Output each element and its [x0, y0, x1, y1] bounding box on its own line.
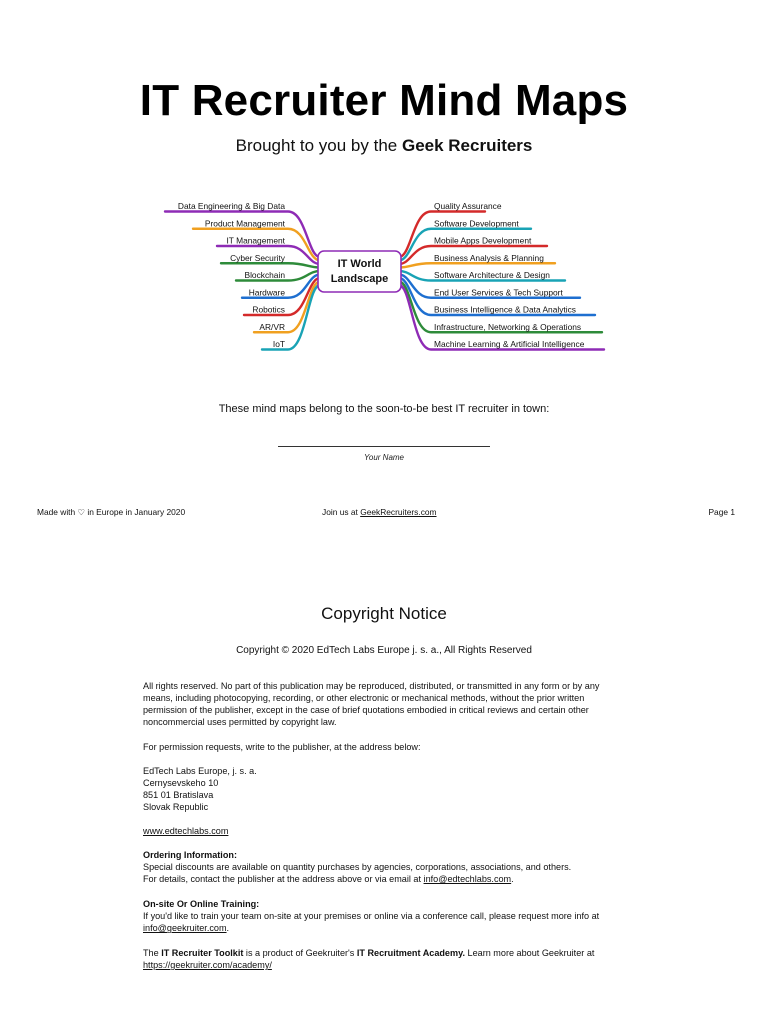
product-mid: is a product of Geekruiter's	[243, 948, 357, 958]
right-branch-label[interactable]: Software Development	[434, 218, 519, 229]
right-branch-label[interactable]: Business Analysis & Planning	[434, 252, 544, 263]
right-branch-label[interactable]: Machine Learning & Artificial Intelligence	[434, 339, 585, 349]
ordering-text2-suffix: .	[511, 874, 514, 885]
name-signature-line[interactable]	[278, 446, 490, 447]
website-row	[143, 825, 628, 837]
mind-map-svg	[0, 190, 768, 360]
left-branch-label[interactable]: IoT	[272, 339, 285, 349]
product-toolkit: IT Recruiter Toolkit	[161, 948, 244, 958]
page-title: IT Recruiter Mind Maps	[139, 76, 629, 125]
left-branch-label[interactable]: AR/VR	[259, 321, 285, 332]
academy-link[interactable]: https://geekruiter.com/academy/	[143, 960, 272, 971]
copyright-title: Copyright Notice	[321, 604, 447, 623]
ordering-text2-prefix: For details, contact the publisher at the address above or via email at	[143, 874, 424, 885]
subtitle-prefix: Brought to you by the	[235, 136, 402, 155]
left-branch-label[interactable]: Cyber Security	[230, 252, 285, 263]
mind-map-center-line2: Landscape	[330, 273, 389, 285]
address-line4: Slovak Republic	[143, 802, 209, 813]
ordering-section	[143, 849, 628, 885]
website-link[interactable]: www.edtechlabs.com	[143, 826, 229, 836]
left-branch-label[interactable]: Blockchain	[244, 270, 285, 280]
ordering-heading: Ordering Information:	[143, 850, 237, 860]
left-branch-label[interactable]: Robotics	[252, 304, 285, 315]
ordering-text1: Special discounts are available on quantity purchases by agencies, corporations, associations, and others.	[143, 862, 572, 873]
left-branch-line	[221, 263, 320, 267]
address-line3: 851 01 Bratislava	[143, 790, 214, 801]
ordering-text2	[143, 873, 628, 885]
right-branch-label[interactable]: Infrastructure, Networking & Operations	[434, 321, 582, 332]
training-section	[143, 898, 628, 934]
right-branch-label[interactable]: End User Services & Tech Support	[434, 287, 563, 298]
training-text-prefix: If you'd like to train your team on-site at your premises or online via a conference call, please request more info at	[143, 911, 600, 922]
training-heading: On-site Or Online Training:	[143, 899, 260, 909]
product-paragraph	[143, 947, 628, 971]
left-branch-label[interactable]: Data Engineering & Big Data	[177, 201, 285, 211]
left-branch-label[interactable]: Product Management	[204, 218, 285, 229]
left-branch-label[interactable]: Hardware	[248, 287, 285, 298]
footer-join-prefix: Join us at	[322, 507, 361, 517]
left-branch-label[interactable]: IT Management	[226, 235, 285, 246]
training-text	[143, 910, 628, 934]
footer-page-number: Page 1	[708, 507, 735, 517]
training-text-suffix: .	[226, 923, 230, 934]
permission-request: For permission requests, write to the publisher, at the address below:	[143, 742, 421, 752]
publisher-address	[143, 765, 628, 813]
subtitle-brand: Geek Recruiters	[401, 136, 533, 155]
address-line2: Cernysevskeho 10	[143, 778, 219, 789]
address-line1: EdTech Labs Europe, j. s. a.	[143, 766, 257, 776]
copyright-line: Copyright © 2020 EdTech Labs Europe j. s. a., All Rights Reserved	[236, 645, 532, 656]
name-caption: Your Name	[363, 453, 405, 462]
ordering-email-link[interactable]: info@edtechlabs.com	[423, 874, 512, 885]
training-email-link[interactable]: info@geekruiter.com	[143, 923, 227, 934]
product-the: The	[143, 948, 162, 958]
right-branch-line	[399, 263, 555, 267]
right-branch-label[interactable]: Business Intelligence & Data Analytics	[434, 304, 576, 315]
footer-made-with: Made with ♡ in Europe in January 2020	[37, 507, 186, 517]
footer-join	[322, 507, 437, 517]
mind-map-center-line1: IT World	[337, 258, 382, 270]
mind-map	[0, 190, 768, 360]
ownership-text: These mind maps belong to the soon-to-be best IT recruiter in town:	[218, 403, 550, 415]
footer-join-link[interactable]: GeekRecruiters.com	[360, 507, 437, 517]
product-academy: IT Recruitment Academy.	[356, 948, 465, 958]
rights-paragraph: All rights reserved. No part of this publication may be reproduced, distributed, or transmitted in any form or by any means, including photocopying, recording, or other electronic or mechanical methods, without the prior written permission of the publisher, except in the case of brief quotations embodied in critical reviews and certain other noncommercial uses permitted by copyright law.	[143, 681, 600, 728]
product-after: Learn more about Geekruiter at	[465, 948, 595, 958]
right-branch-label[interactable]: Software Architecture & Design	[434, 270, 550, 280]
right-branch-label[interactable]: Quality Assurance	[434, 201, 502, 211]
page-subtitle	[0, 136, 768, 156]
right-branch-label[interactable]: Mobile Apps Development	[434, 235, 532, 246]
